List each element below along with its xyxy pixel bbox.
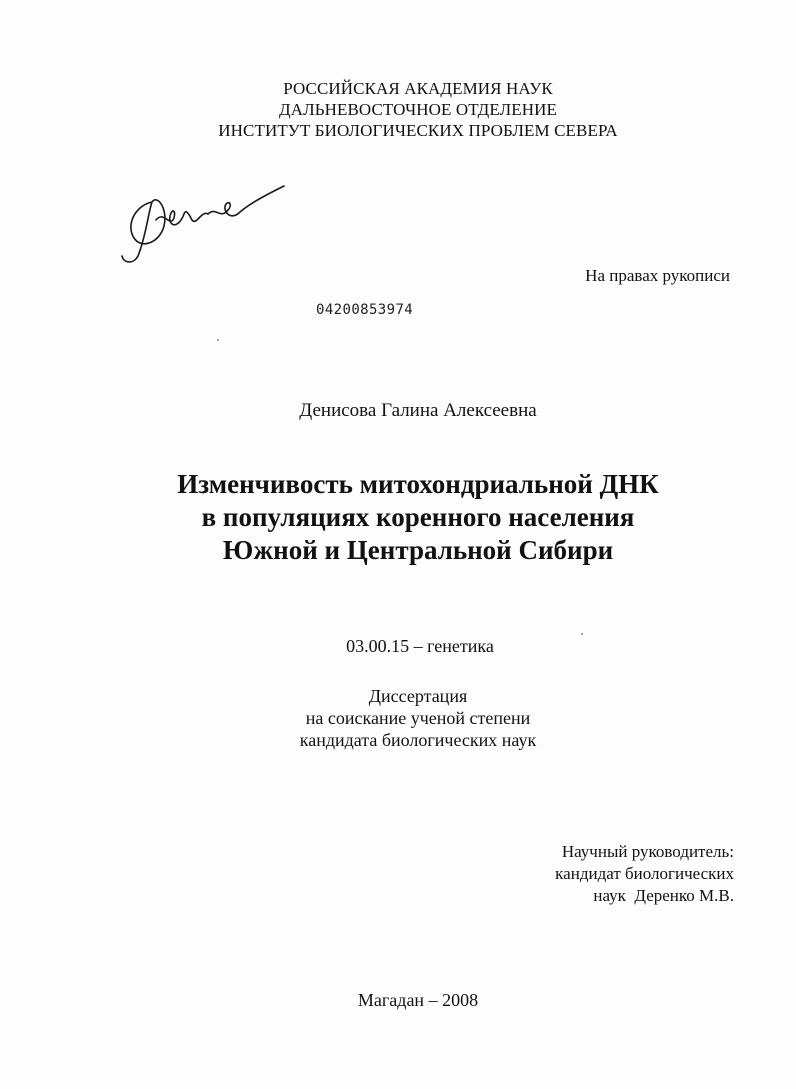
dissertation-title [20,468,796,567]
title-line-3: Южной и Центральной Сибири [222,535,614,565]
degree-statement [20,685,796,751]
handwritten-signature [112,180,302,270]
signature-stroke-tail [208,186,284,216]
signature-stroke-main [122,200,165,262]
author-name: Денисова Галина Алексеевна [299,400,537,421]
city-year: Магадан – 2008 [357,990,479,1010]
institution-line-institute: ИНСТИТУТ БИОЛОГИЧЕСКИХ ПРОБЛЕМ СЕВЕРА [218,121,618,140]
rights-note: На правах рукописи [585,266,730,285]
institution-line-academy: РОССИЙСКАЯ АКАДЕМИЯ НАУК [283,79,553,98]
title-line-1: Изменчивость митохондриальной ДНК [177,469,659,499]
supervisor-block [555,841,734,907]
institution-header [20,78,796,141]
supervisor-line-2: кандидат биологических [555,864,734,883]
supervisor-line-1: Научный руководитель: [561,842,734,861]
specialty-code: 03.00.15 – генетика [346,636,494,656]
degree-line-3: кандидата биологических наук [299,730,537,750]
scan-speck [217,339,219,341]
institution-line-branch: ДАЛЬНЕВОСТОЧНОЕ ОТДЕЛЕНИЕ [279,100,557,119]
degree-line-2: на соискание ученой степени [305,708,531,728]
supervisor-line-3: наук Деренко М.В. [593,886,734,905]
catalog-code: 04200853974 [316,302,414,318]
title-line-2: в популяциях коренного населения [201,502,635,532]
scan-speck [581,633,583,635]
degree-line-1: Диссертация [368,686,468,706]
